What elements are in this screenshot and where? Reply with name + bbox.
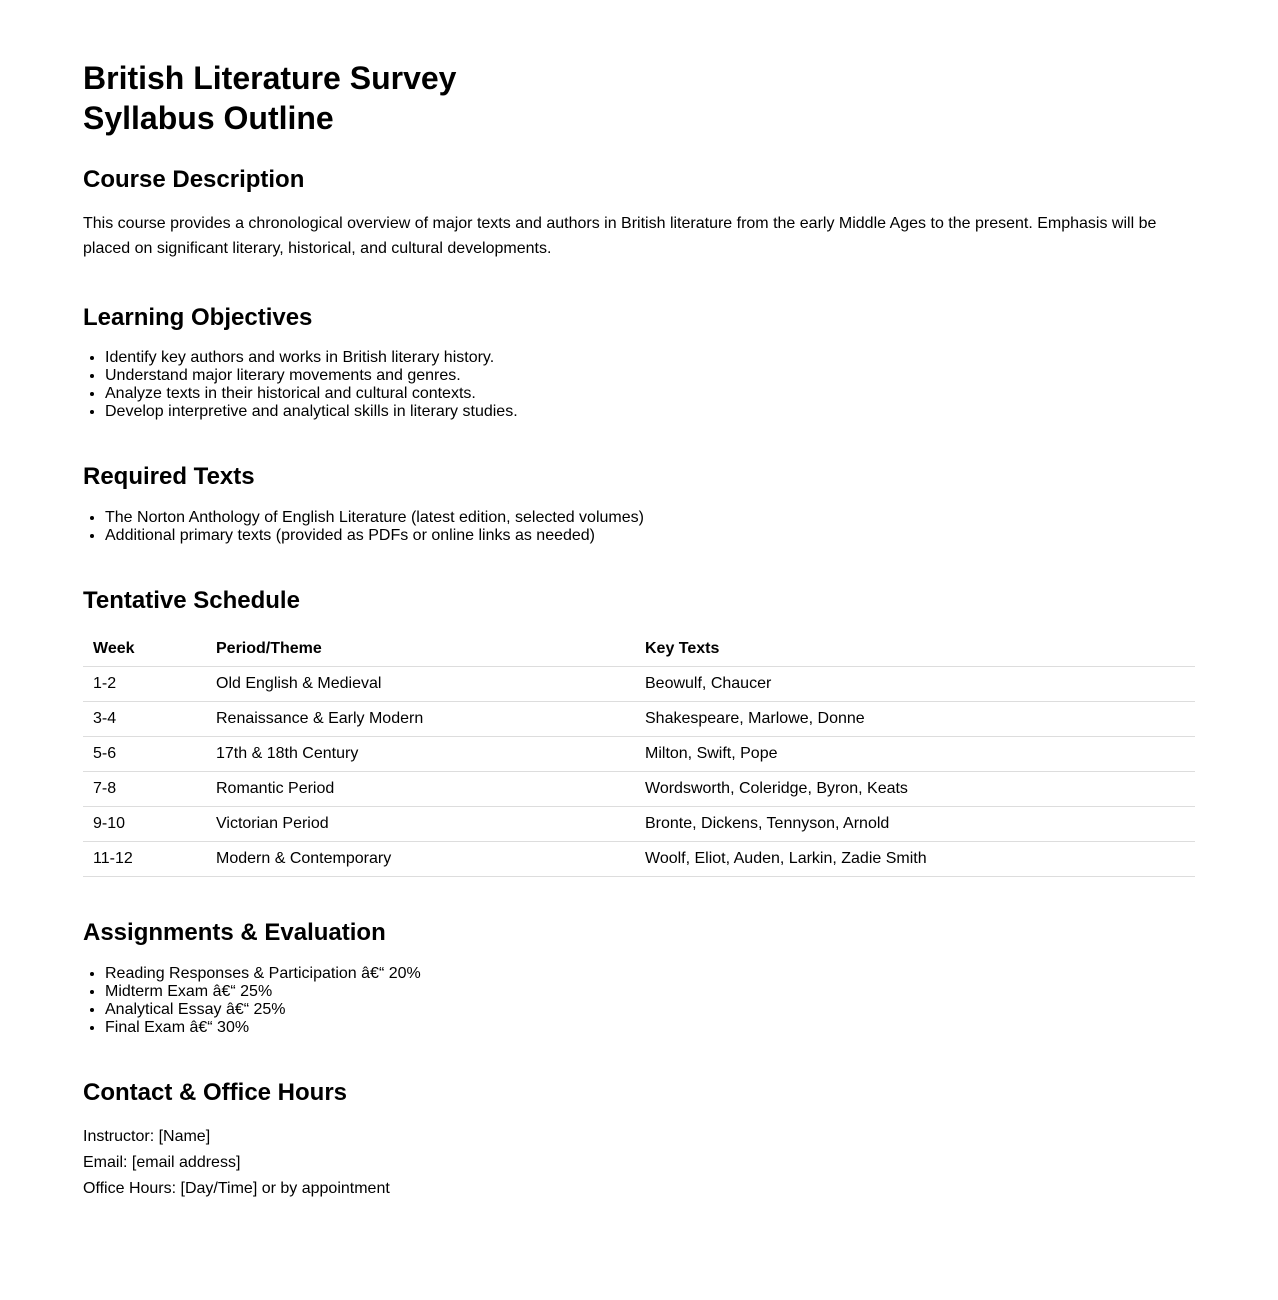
cell-key-texts: Beowulf, Chaucer: [635, 667, 1195, 702]
required-texts-heading: Required Texts: [83, 463, 255, 491]
cell-week: 3-4: [83, 702, 206, 737]
list-item: • Reading Responses & Participation â€“ 20%: [105, 965, 1195, 983]
assignments-evaluation-list: [83, 965, 1195, 1037]
cell-period-theme: 17th & 18th Century: [206, 737, 635, 772]
table-row: [83, 737, 1195, 772]
cell-week: 11-12: [83, 842, 206, 877]
list-item: • Analytical Essay â€“ 25%: [105, 1001, 1195, 1019]
cell-period-theme: Old English & Medieval: [206, 667, 635, 702]
page-title-line-1: British Literature Survey: [83, 60, 457, 96]
tentative-schedule-heading: Tentative Schedule: [83, 586, 300, 614]
assignments-evaluation-heading: Assignments & Evaluation: [83, 919, 386, 947]
cell-week: 1-2: [83, 667, 206, 702]
learning-objectives-heading: Learning Objectives: [83, 303, 313, 331]
section-course-description: [83, 166, 1195, 262]
list-item: • Develop interpretive and analytical skills in literary studies.: [105, 403, 1195, 421]
list-item: • The Norton Anthology of English Literature (latest edition, selected volumes): [105, 509, 1195, 527]
cell-period-theme: Modern & Contemporary: [206, 842, 635, 877]
table-row: [83, 772, 1195, 807]
cell-key-texts: Wordsworth, Coleridge, Byron, Keats: [635, 772, 1195, 807]
list-item: • Additional primary texts (provided as PDFs or online links as needed): [105, 527, 1195, 545]
list-item: • Final Exam â€“ 30%: [105, 1019, 1195, 1037]
course-description-heading: Course Description: [83, 166, 305, 193]
contact-email-line: Email: [email address]: [83, 1154, 241, 1172]
column-header-period-theme: Period/Theme: [206, 632, 635, 667]
cell-period-theme: Renaissance & Early Modern: [206, 702, 635, 737]
column-header-key-texts: Key Texts: [635, 632, 1195, 667]
cell-key-texts: Shakespeare, Marlowe, Donne: [635, 702, 1195, 737]
cell-key-texts: Bronte, Dickens, Tennyson, Arnold: [635, 807, 1195, 842]
list-item: • Analyze texts in their historical and cultural contexts.: [105, 385, 1195, 403]
learning-objectives-list: [83, 349, 1195, 421]
table-row: [83, 702, 1195, 737]
list-item: • Understand major literary movements and genres.: [105, 367, 1195, 385]
table-row: [83, 667, 1195, 702]
schedule-table: [83, 632, 1195, 877]
cell-period-theme: Victorian Period: [206, 807, 635, 842]
column-header-week: Week: [83, 632, 206, 667]
table-header-row: [83, 632, 1195, 667]
cell-key-texts: Woolf, Eliot, Auden, Larkin, Zadie Smith: [635, 842, 1195, 877]
section-contact-office-hours: [83, 1079, 1195, 1202]
section-learning-objectives: [83, 304, 1195, 422]
list-item: • Midterm Exam â€“ 25%: [105, 983, 1195, 1001]
contact-info: [83, 1124, 1195, 1202]
cell-key-texts: Milton, Swift, Pope: [635, 737, 1195, 772]
page-title-line-2: Syllabus Outline: [83, 100, 334, 136]
contact-office-hours-heading: Contact & Office Hours: [83, 1078, 348, 1106]
contact-instructor-line: Instructor: [Name]: [83, 1128, 211, 1146]
section-tentative-schedule: [83, 587, 1195, 878]
cell-week: 7-8: [83, 772, 206, 807]
section-required-texts: [83, 463, 1195, 545]
cell-week: 9-10: [83, 807, 206, 842]
table-row: [83, 807, 1195, 842]
table-row: [83, 842, 1195, 877]
page-title: [83, 58, 1195, 138]
cell-period-theme: Romantic Period: [206, 772, 635, 807]
course-description-text: This course provides a chronological overview of major texts and authors in British literature from the early Middle Ages to the present. Emphasis will be placed on significant literary, historical, and cultural developments.: [83, 214, 1157, 257]
list-item: • Identify key authors and works in British literary history.: [105, 349, 1195, 367]
required-texts-list: [83, 509, 1195, 545]
contact-office-hours-line: Office Hours: [Day/Time] or by appointment: [83, 1180, 390, 1198]
section-assignments-evaluation: [83, 919, 1195, 1037]
cell-week: 5-6: [83, 737, 206, 772]
